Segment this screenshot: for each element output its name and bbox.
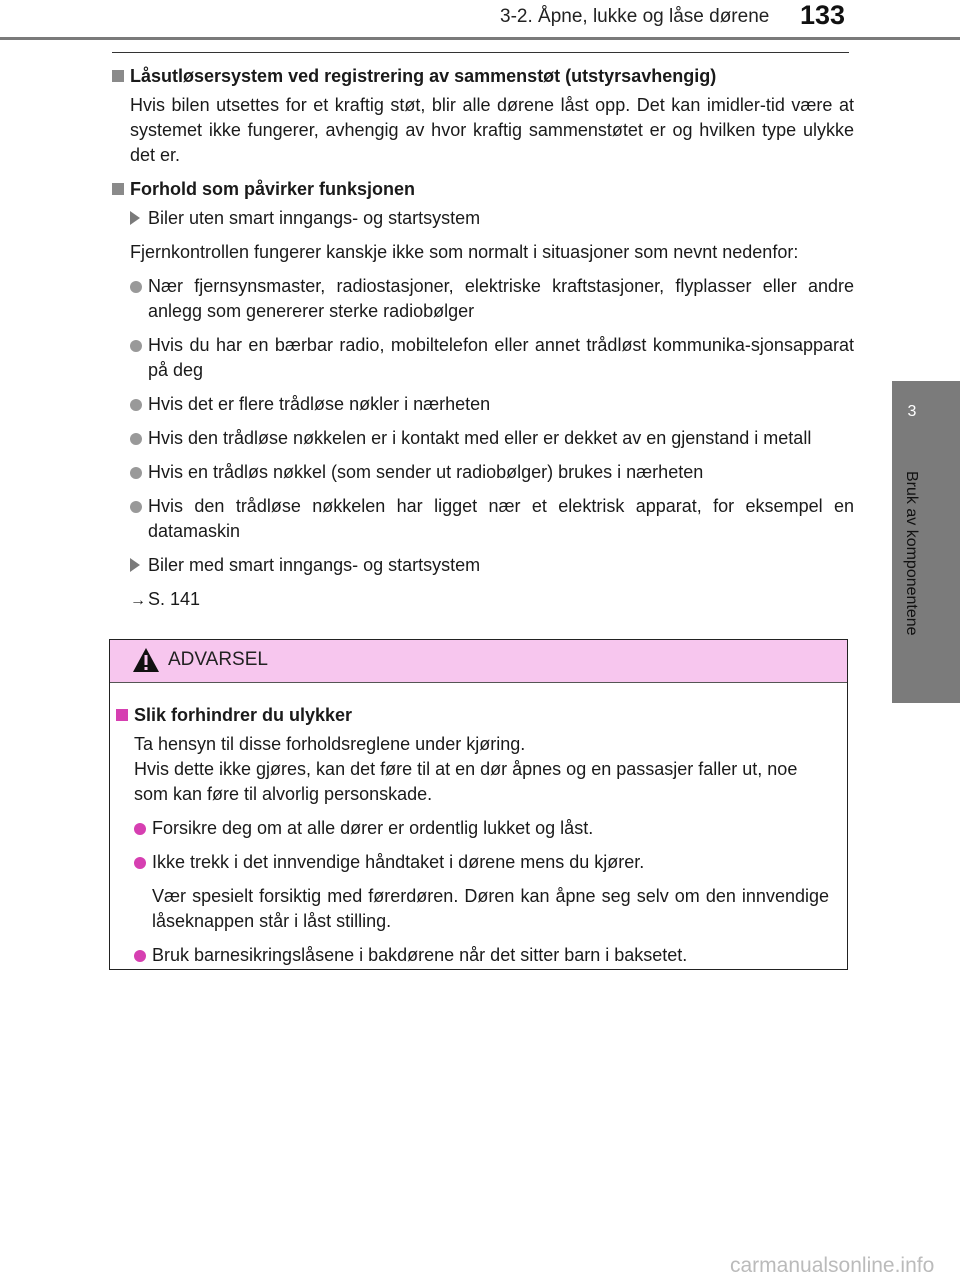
circle-bullet-icon	[134, 950, 146, 962]
warning-note: Vær spesielt forsiktig med førerdøren. Døren kan åpne seg selv om den innvendige låseknappen står i låst stilling.	[152, 886, 829, 931]
content-top-rule	[112, 52, 849, 53]
list-item: Hvis det er flere trådløse nøkler i nærheten	[130, 392, 854, 417]
list-item: Hvis den trådløse nøkkelen er i kontakt med eller er dekket av en gjenstand i metall	[130, 426, 854, 451]
warning-heading: Slik forhindrer du ulykker	[116, 703, 829, 728]
watermark: carmanualsonline.info	[730, 1254, 935, 1277]
list-item: Hvis du har en bærbar radio, mobiltelefon eller annet trådløst kommunika-sjonsapparat på deg	[130, 333, 854, 383]
list-item: Hvis en trådløs nøkkel (som sender ut radiobølger) brukes i nærheten	[130, 460, 854, 485]
circle-bullet-icon	[130, 340, 142, 352]
paragraph-impact: Hvis bilen utsettes for et kraftig støt, blir alle dørene låst opp. Det kan imidler-tid være at systemet ikke fungerer, avhengig av hvor kraftig sammenstøtet er og hvilken type ulykke det er.	[130, 95, 854, 165]
triangle-bullet-icon	[130, 558, 140, 572]
warning-box	[109, 639, 848, 970]
subheading-with-smart: Biler med smart inngangs- og startsystem	[130, 553, 854, 578]
page-reference-link[interactable]: → S. 141	[130, 589, 201, 609]
list-item: Bruk barnesikringslåsene i bakdørene når det sitter barn i baksetet.	[134, 943, 829, 968]
circle-bullet-icon	[130, 399, 142, 411]
chapter-side-tab	[892, 381, 960, 703]
circle-bullet-icon	[130, 467, 142, 479]
section-title: 3-2. Åpne, lukke og låse dørene	[500, 6, 770, 27]
page-number: 133	[800, 0, 846, 30]
paragraph-remote-intro: Fjernkontrollen fungerer kanskje ikke som normalt i situasjoner som nevnt nedenfor:	[130, 242, 799, 262]
section-heading-conditions: Forhold som påvirker funksjonen	[112, 177, 854, 202]
subheading-without-smart: Biler uten smart inngangs- og startsystem	[130, 206, 854, 231]
circle-bullet-icon	[130, 501, 142, 513]
square-bullet-icon	[112, 70, 124, 82]
warning-label: ADVARSEL	[168, 649, 268, 670]
triangle-bullet-icon	[130, 211, 140, 225]
circle-bullet-icon	[134, 823, 146, 835]
circle-bullet-icon	[134, 857, 146, 869]
list-item: Ikke trekk i det innvendige håndtaket i dørene mens du kjører.	[134, 850, 829, 875]
warning-body	[110, 683, 847, 968]
list-item: Nær fjernsynsmaster, radiostasjoner, elektriske kraftstasjoner, flyplasser eller andre anlegg som genererer sterke radiobølger	[130, 274, 854, 324]
arrow-right-icon: →	[130, 592, 146, 609]
square-bullet-icon	[116, 709, 128, 721]
section-heading-impact: Låsutløsersystem ved registrering av sammenstøt (utstyrsavhengig)	[112, 64, 854, 89]
main-content	[112, 64, 854, 622]
list-item: Hvis den trådløse nøkkelen har ligget nær et elektrisk apparat, for eksempel en datamaskin	[130, 494, 854, 544]
header-rule	[0, 37, 960, 40]
warning-header	[110, 640, 847, 683]
list-item: Forsikre deg om at alle dører er ordentlig lukket og låst.	[134, 816, 829, 841]
chapter-number: 3	[907, 403, 917, 420]
chapter-title: Bruk av komponentene	[903, 471, 920, 636]
square-bullet-icon	[112, 183, 124, 195]
circle-bullet-icon	[130, 433, 142, 445]
circle-bullet-icon	[130, 281, 142, 293]
warning-triangle-icon	[132, 646, 160, 674]
warning-intro: Ta hensyn til disse forholdsreglene under kjøring. Hvis dette ikke gjøres, kan det føre til at en dør åpnes og en passasjer faller ut, noe som kan føre til alvorlig personskade.	[134, 734, 798, 804]
